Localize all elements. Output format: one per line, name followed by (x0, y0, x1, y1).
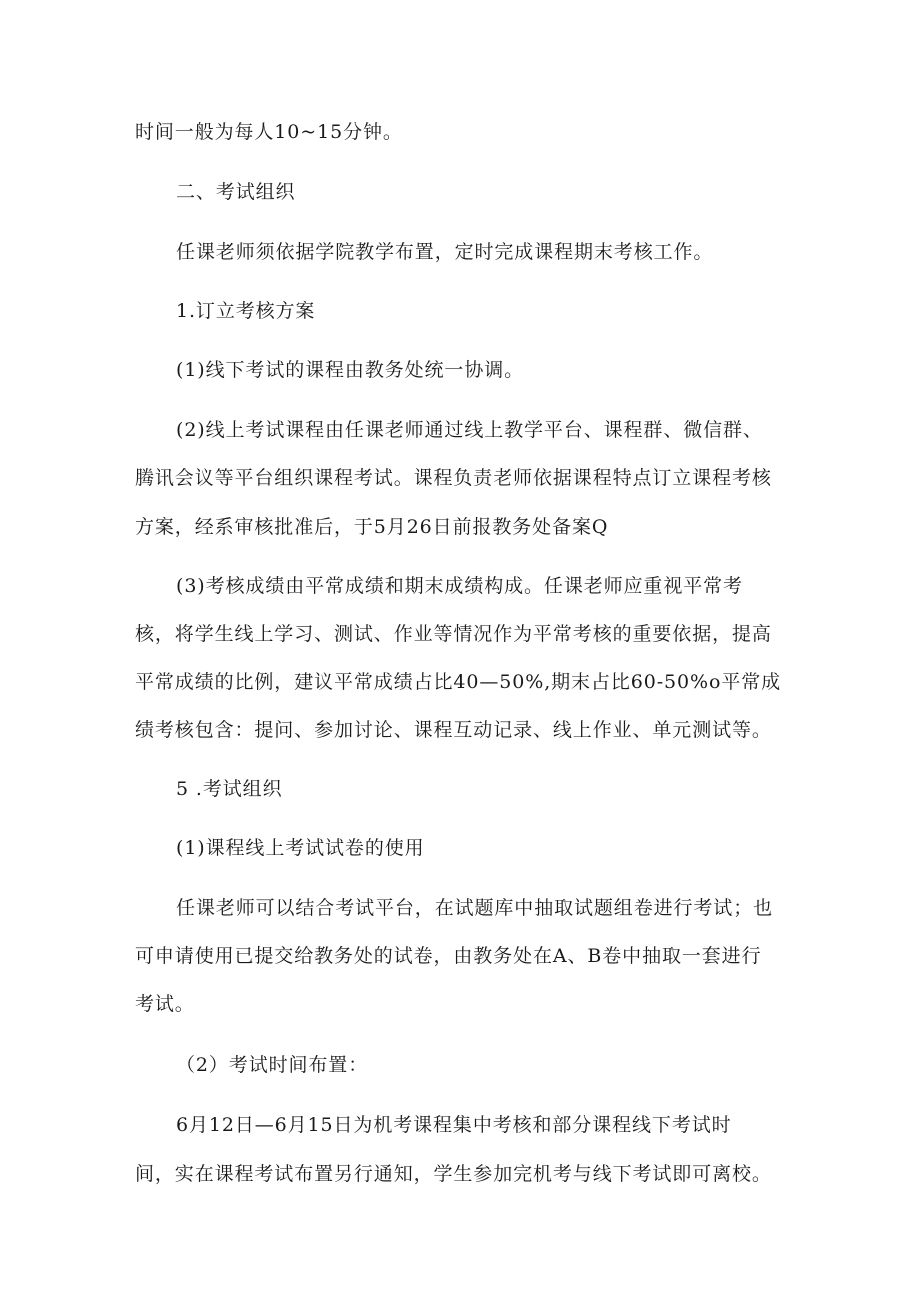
text-line: 时间一般为每人10~15分钟。 (135, 121, 403, 143)
text-line: 间，实在课程考试布置另行通知，学生参加完机考与线下考试即可离校。 (135, 1163, 772, 1185)
subsection-heading: 5 .考试组织 (176, 778, 283, 800)
text-line: 平常成绩的比例，建议平常成绩占比40—50%,期末占比60-50%o平常成 (135, 671, 782, 693)
text-line: 腾讯会议等平台组织课程考试。课程负责老师依据课程特点订立课程考核 (135, 467, 772, 489)
text-line: 可申请使用已提交给教务处的试卷，由教务处在A、B卷中抽取一套进行 (135, 945, 762, 967)
text-line: (1)课程线上考试试卷的使用 (176, 837, 425, 859)
text-line: 方案，经系审核批准后，于5月26日前报教务处备案Q (135, 516, 609, 538)
text-line: 绩考核包含：提问、参加讨论、课程互动记录、线上作业、单元测试等。 (135, 719, 772, 741)
text-line: (2)线上考试课程由任课老师通过线上教学平台、课程群、微信群、 (176, 419, 763, 441)
text-line: (3)考核成绩由平常成绩和期末成绩构成。任课老师应重视平常考 (176, 575, 743, 597)
text-line: 6月12日—6月15日为机考课程集中考核和部分课程线下考试时 (176, 1114, 732, 1136)
text-line: （2）考试时间布置： (176, 1054, 369, 1076)
subsection-heading: 1.订立考核方案 (176, 300, 316, 322)
text-line: (1)线下考试的课程由教务处统一协调。 (176, 359, 525, 381)
section-heading: 二、考试组织 (176, 181, 296, 203)
text-line: 核，将学生线上学习、测试、作业等情况作为平常考核的重要依据，提高 (135, 623, 772, 645)
text-line: 考试。 (135, 993, 195, 1015)
text-line: 任课老师须依据学院教学布置，定时完成课程期末考核工作。 (176, 241, 714, 263)
text-line: 任课老师可以结合考试平台，在试题库中抽取试题组卷进行考试；也 (176, 897, 774, 919)
